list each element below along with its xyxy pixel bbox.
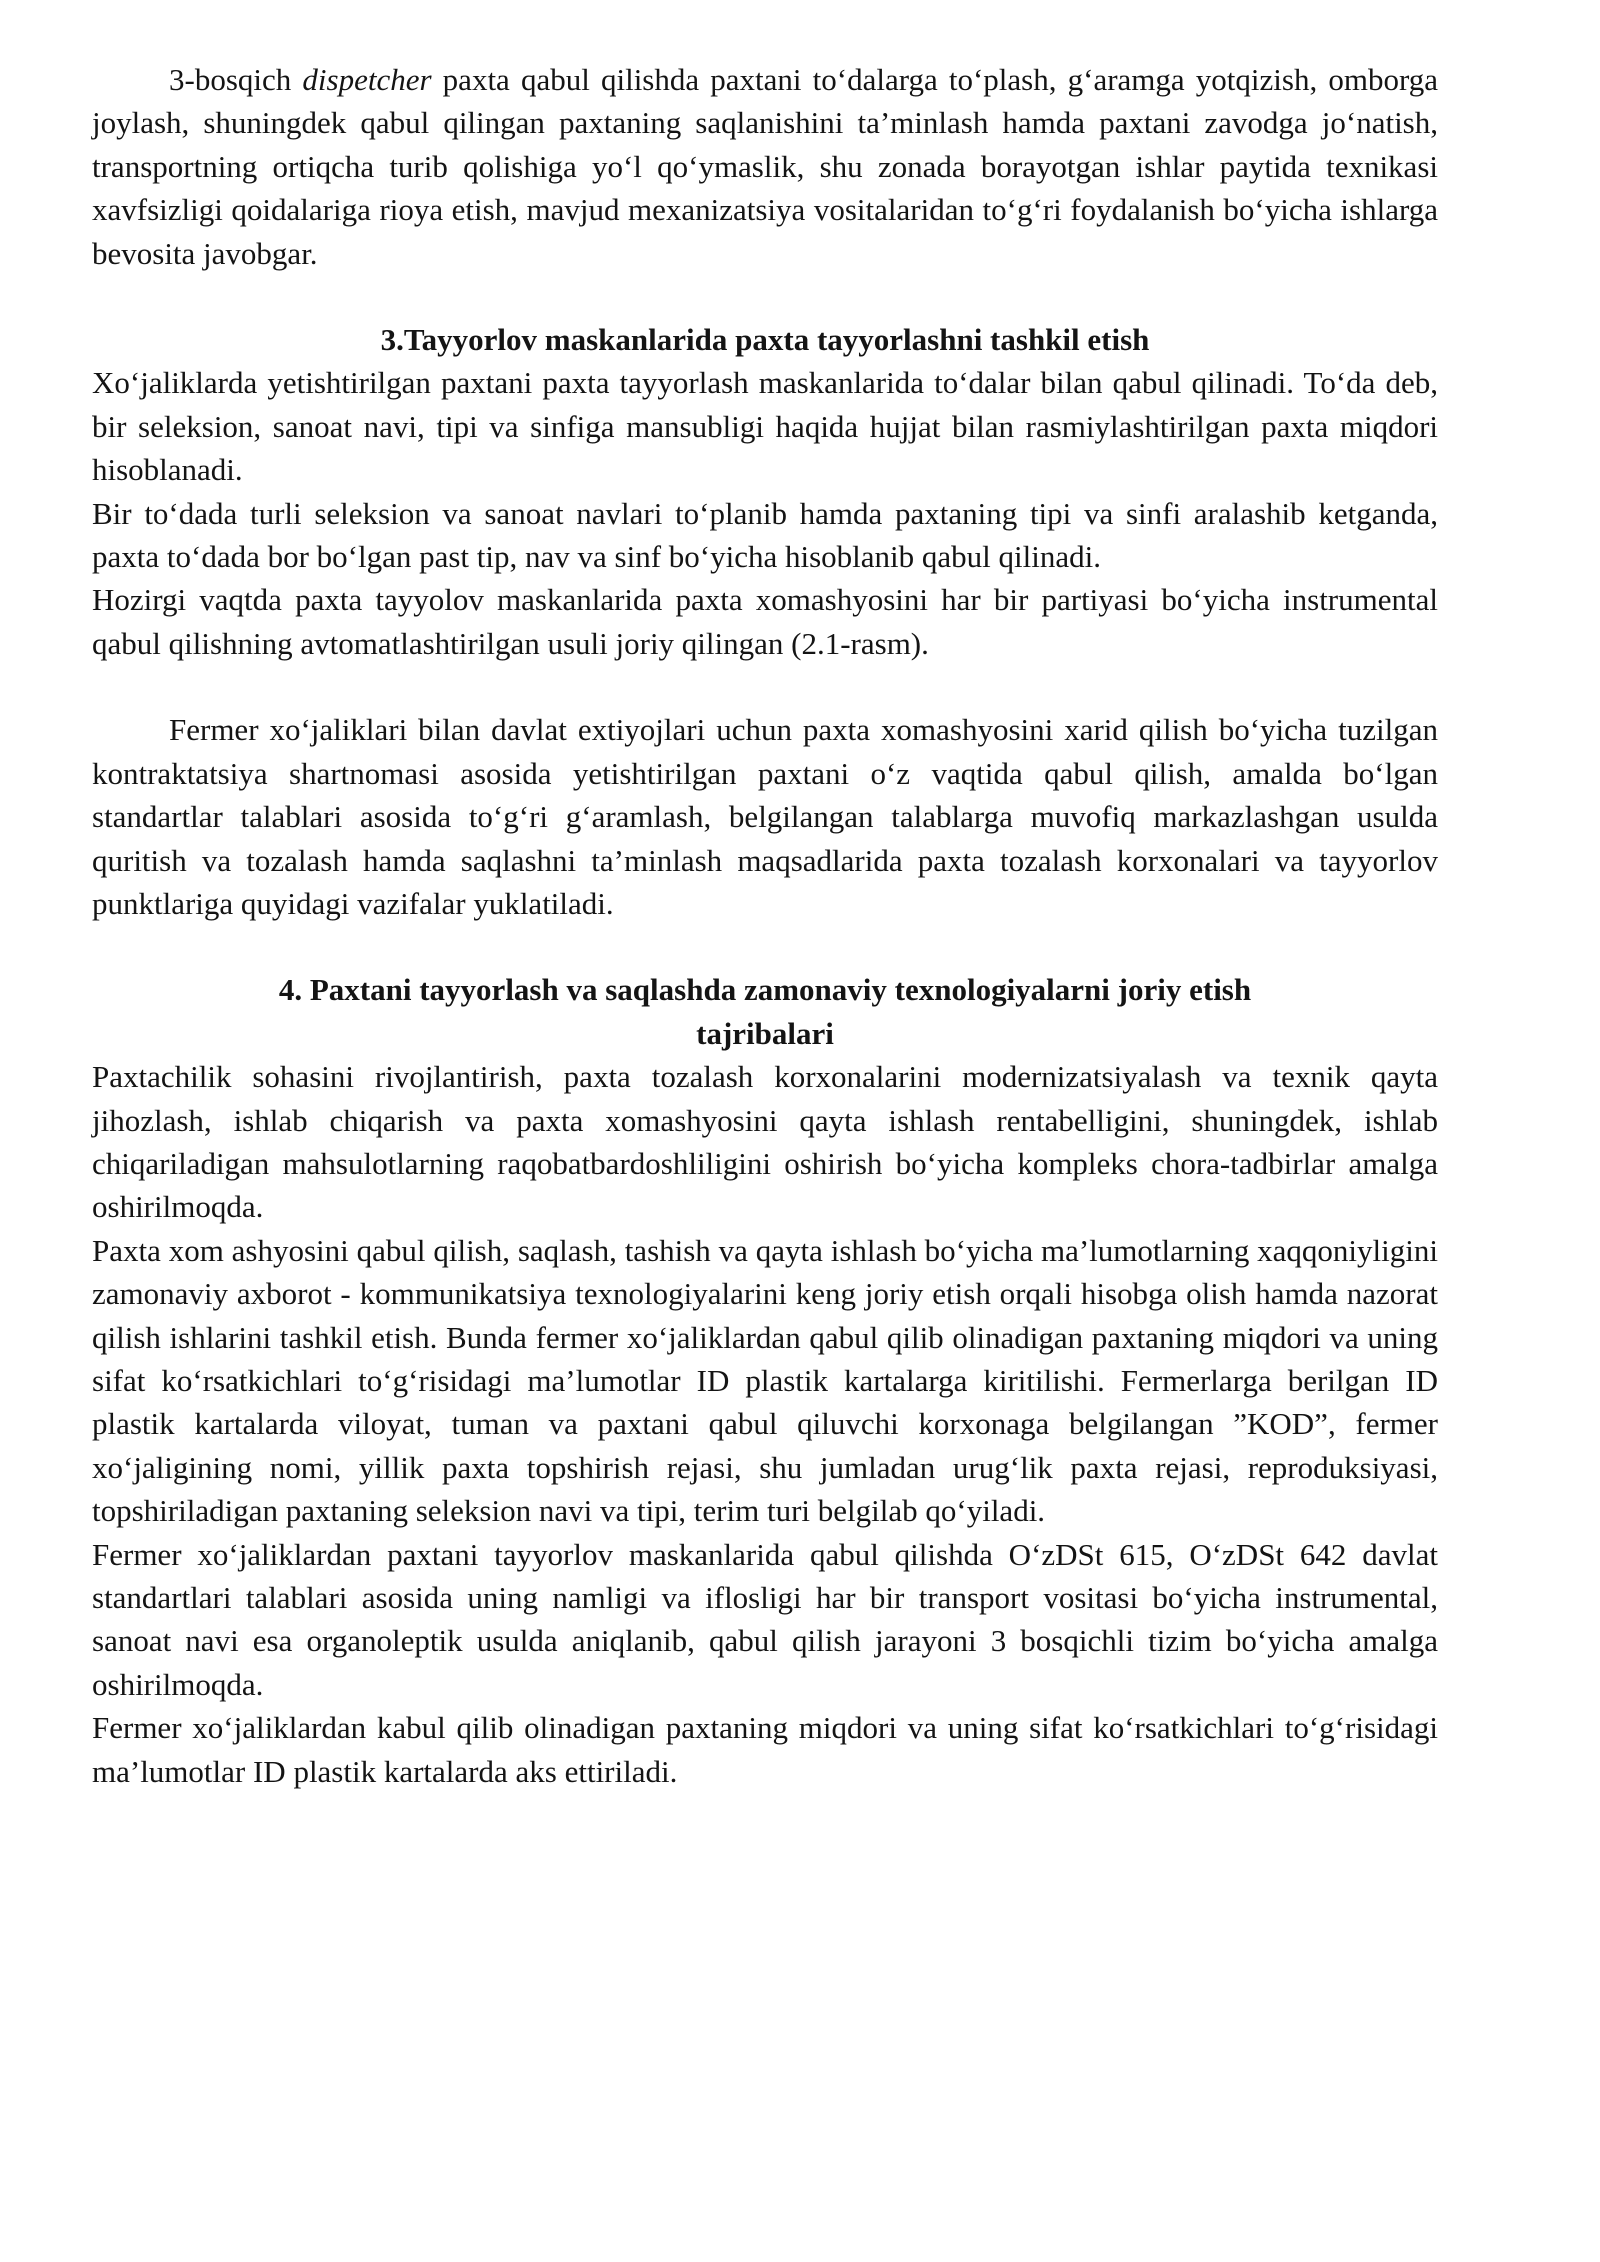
paragraph-text-start: 3-bosqich — [169, 62, 303, 97]
paragraph-id-card-data: Fermer xo‘jaliklardan kabul qilib olinadigan paxtaning miqdori va uning sifat ko‘rsatkichlari to‘g‘risidagi ma’lumotlar ID plastik kartalarda aks ettiriladi. — [92, 1710, 1438, 1789]
paragraph-enterprise-tasks: Fermer xo‘jaliklari bilan davlat extiyojlari uchun paxta xomashyosini xarid qilish bo‘yicha tuzilgan kontraktatsiya shartnomasi asosida yetishtirilgan paxtani o‘z vaqtida qabul qilish, amalda bo‘lgan standartlar talablari asosida to‘g‘ri g‘aramlash, belgilangan talablarga muvofiq markazlashgan usulda quritish va tozalash hamda saqlashni ta’minlash maqsadlarida paxta tozalash korxonalari va tayyorlov punktlariga quyidagi vazifalar yuklatiladi. — [92, 712, 1438, 921]
paragraph-instrumental-acceptance: Hozirgi vaqtda paxta tayyolov maskanlarida paxta xomashyosini har bir partiyasi bo‘yicha instrumental qabul qilishning avtomatlashtirilgan usuli joriy qilingan (2.1-rasm). — [92, 582, 1438, 661]
document-page — [92, 58, 1438, 1793]
paragraph-text-rest: paxta qabul qilishda paxtani to‘dalarga to‘plash, g‘aramga yotqizish, omborga joylash, shuningdek qabul qilingan paxtaning saqlanishini ta’minlash hamda paxtani zavodga jo‘natish, transportning ortiqcha turib qolishiga yo‘l qo‘ymaslik, shu zonada borayotgan ishlar paytida texnikasi xavfsizligi qoidalariga rioya etish, mavjud mexanizatsiya vositalaridan to‘g‘ri foydalanish bo‘yicha ishlarga bevosita javobgar. — [92, 62, 1438, 271]
paragraph-mixed-varieties: Bir to‘dada turli seleksion va sanoat navlari to‘planib hamda paxtaning tipi va sinfi aralashib ketganda, paxta to‘dada bor bo‘lgan past tip, nav va sinf bo‘yicha hisoblanib qabul qilinadi. — [92, 495, 1438, 575]
spacer — [92, 665, 1438, 708]
section-4-heading-line2: tajribalari — [696, 1015, 834, 1051]
paragraph-modernization: Paxtachilik sohasini rivojlantirish, paxta tozalash korxonalarini modernizatsiyalash va texnik qayta jihozlash, ishlab chiqarish va paxta xomashyosini qayta ishlash rentabelligini, shuningdek, ishlab chiqariladigan mahsulotlarning raqobatbardoshliligini oshirish bo‘yicha kompleks chora-tadbirlar amalga oshirilmoqda. — [92, 1059, 1438, 1225]
paragraph-toda-definition: Xo‘jaliklarda yetishtirilgan paxtani paxta tayyorlash maskanlarida to‘dalar bilan qabul qilinadi. To‘da deb, bir seleksion, sanoat navi, tipi va sinfiga mansubligi haqida hujjat bilan rasmiylashtirilgan paxta miqdori hisoblanadi. — [92, 365, 1438, 488]
spacer — [92, 925, 1438, 968]
section-4-heading — [92, 968, 1438, 1055]
italic-term-dispatcher: dispetcher — [302, 62, 432, 97]
paragraph-dispatcher-duties — [92, 58, 1438, 275]
section-4-heading-line1: 4. Paxtani tayyorlash va saqlashda zamonaviy texnologiyalarni joriy etish — [278, 972, 1252, 1008]
section-3-heading: 3.Tayyorlov maskanlarida paxta tayyorlashni tashkil etish — [380, 322, 1150, 358]
paragraph-standards: Fermer xo‘jaliklardan paxtani tayyorlov maskanlarida qabul qilishda O‘zDSt 615, O‘zDSt 642 davlat standartlari talablari asosida uning namligi va iflosligi har bir transport vositasi bo‘yicha instrumental, sanoat navi esa organoleptik usulda aniqlanib, qabul qilish jarayoni 3 bosqichli tizim bo‘yicha amalga oshirilmoqda. — [92, 1536, 1438, 1702]
spacer — [92, 275, 1438, 318]
paragraph-id-cards: Paxta xom ashyosini qabul qilish, saqlash, tashish va qayta ishlash bo‘yicha ma’lumotlarning xaqqoniyligini zamonaviy axborot - kommunikatsiya texnologiyalarini keng joriy etish orqali hisobga olish hamda nazorat qilish ishlarini tashkil etish. Bunda fermer xo‘jaliklardan qabul qilib olinadigan paxtaning miqdori va uning sifat ko‘rsatkichlari to‘g‘risidagi ma’lumotlar ID plastik kartalarga kiritilishi. Fermerlarga berilgan ID plastik kartalarda viloyat, tuman va paxtani qabul qiluvchi korxonaga belgilangan ”KOD”, fermer xo‘jaligining nomi, yillik paxta topshirish rejasi, shu jumladan urug‘lik paxta rejasi, reproduksiyasi, topshiriladigan paxtaning seleksion navi va tipi, terim turi belgilab qo‘yiladi. — [92, 1232, 1438, 1529]
